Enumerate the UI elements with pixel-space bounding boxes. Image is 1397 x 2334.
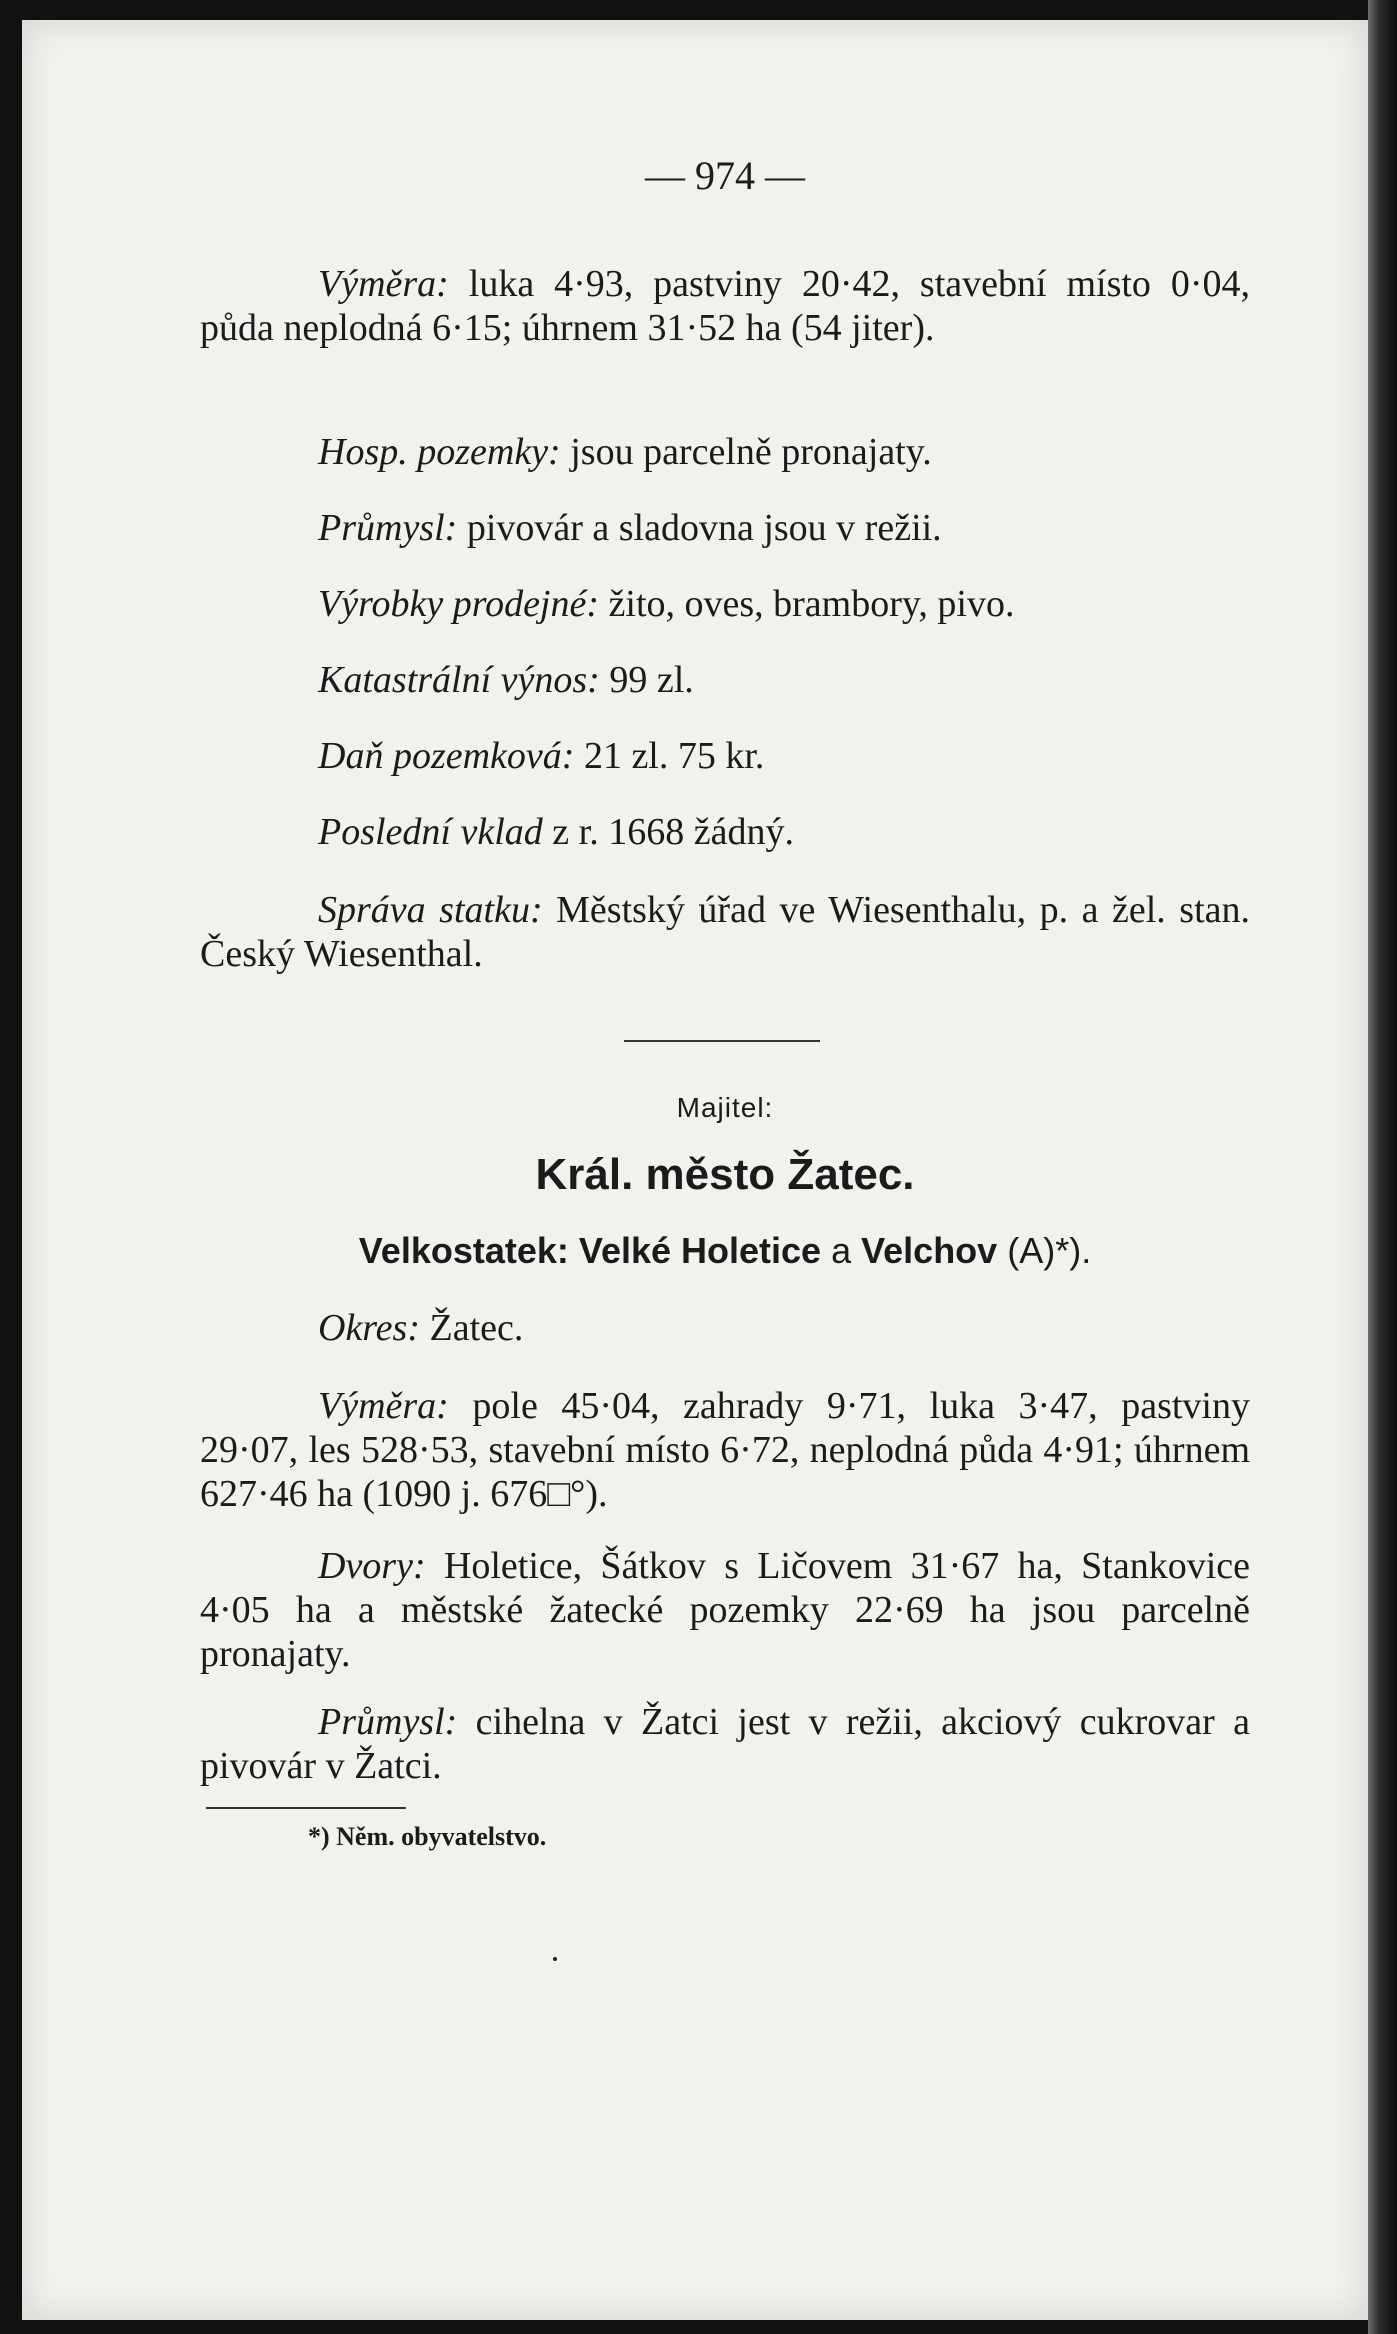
para-label: Správa statku:: [318, 889, 543, 931]
estate-prefix: Velkostatek:: [358, 1230, 569, 1271]
footnote: *) Něm. obyvatelstvo.: [308, 1822, 547, 1851]
paragraph-posledni-vklad: [200, 810, 1250, 854]
estate-name-2: Velchov: [861, 1230, 998, 1271]
para-text: pivovár a sladovna jsou v režii.: [457, 507, 942, 549]
para-text: Holetice, Šátkov s Ličovem 31·67 ha, Stankovice 4·05 ha a městské žatecké pozemky 22·69 ha jsou parcelně pronajaty.: [200, 1545, 1250, 1675]
para-text: 99 zl.: [599, 659, 694, 701]
para-text: jsou parcelně pronajaty.: [560, 431, 932, 473]
paragraph-okres: [200, 1306, 1250, 1350]
estate-connector: a: [831, 1230, 852, 1271]
paragraph-vyrobky: [200, 582, 1250, 626]
para-label: Dvory:: [318, 1545, 426, 1587]
para-label: Daň pozemková:: [318, 735, 575, 777]
para-text: Žatec.: [420, 1307, 524, 1349]
paragraph-vymera-2: [200, 1384, 1250, 1516]
paragraph-prumysl-1: [200, 506, 1250, 550]
estate-name: Velké Holetice: [578, 1230, 822, 1271]
para-label: Poslední vklad: [318, 811, 543, 853]
owner-name: Král. město Žatec.: [535, 1150, 915, 1199]
para-label: Průmysl:: [318, 1701, 458, 1743]
paragraph-vymera-1: [200, 262, 1250, 350]
page-edge-shadow: [1368, 0, 1397, 2334]
paragraph-hosp-pozemky: [200, 430, 1250, 474]
scan-speck: [553, 1957, 557, 1961]
section-separator: [624, 1040, 820, 1042]
page-number: — 974 —: [645, 153, 805, 198]
para-label: Výrobky prodejné:: [318, 583, 600, 625]
paragraph-dvory: [200, 1544, 1250, 1676]
estate-suffix: (A)*).: [1007, 1230, 1092, 1271]
para-label: Průmysl:: [318, 507, 458, 549]
estate-heading: [200, 1230, 1250, 1272]
para-text: z r. 1668 žádný.: [542, 811, 794, 853]
paragraph-prumysl-2: [200, 1700, 1250, 1788]
para-label: Výměra:: [318, 263, 449, 305]
owner-label: Majitel:: [676, 1092, 774, 1123]
para-label: Okres:: [318, 1307, 420, 1349]
paragraph-dan-pozemkova: [200, 734, 1250, 778]
para-text: 21 zl. 75 kr.: [574, 735, 765, 777]
para-label: Katastrální výnos:: [318, 659, 600, 701]
paragraph-katastralni-vynos: [200, 658, 1250, 702]
para-label: Výměra:: [318, 1385, 449, 1427]
para-text: cihelna v Žatci jest v režii, akciový cukrovar a pivovár v Žatci.: [200, 1701, 1250, 1787]
para-text: pole 45·04, zahrady 9·71, luka 3·47, pastviny 29·07, les 528·53, stavební místo 6·72, neplodná půda 4·91; úhrnem 627·46 ha (1090 j. 676□°).: [200, 1385, 1250, 1515]
paragraph-sprava-statku: [200, 888, 1250, 976]
para-label: Hosp. pozemky:: [318, 431, 561, 473]
para-text: žito, oves, brambory, pivo.: [599, 583, 1015, 625]
para-text: luka 4·93, pastviny 20·42, stavební místo 0·04, půda neplodná 6·15; úhrnem 31·52 ha (54 jiter).: [200, 263, 1250, 349]
para-text: Městský úřad ve Wiesenthalu, p. a žel. stan. Český Wiesenthal.: [200, 889, 1251, 975]
book-page: [22, 20, 1368, 2320]
footnote-rule: [206, 1807, 406, 1809]
